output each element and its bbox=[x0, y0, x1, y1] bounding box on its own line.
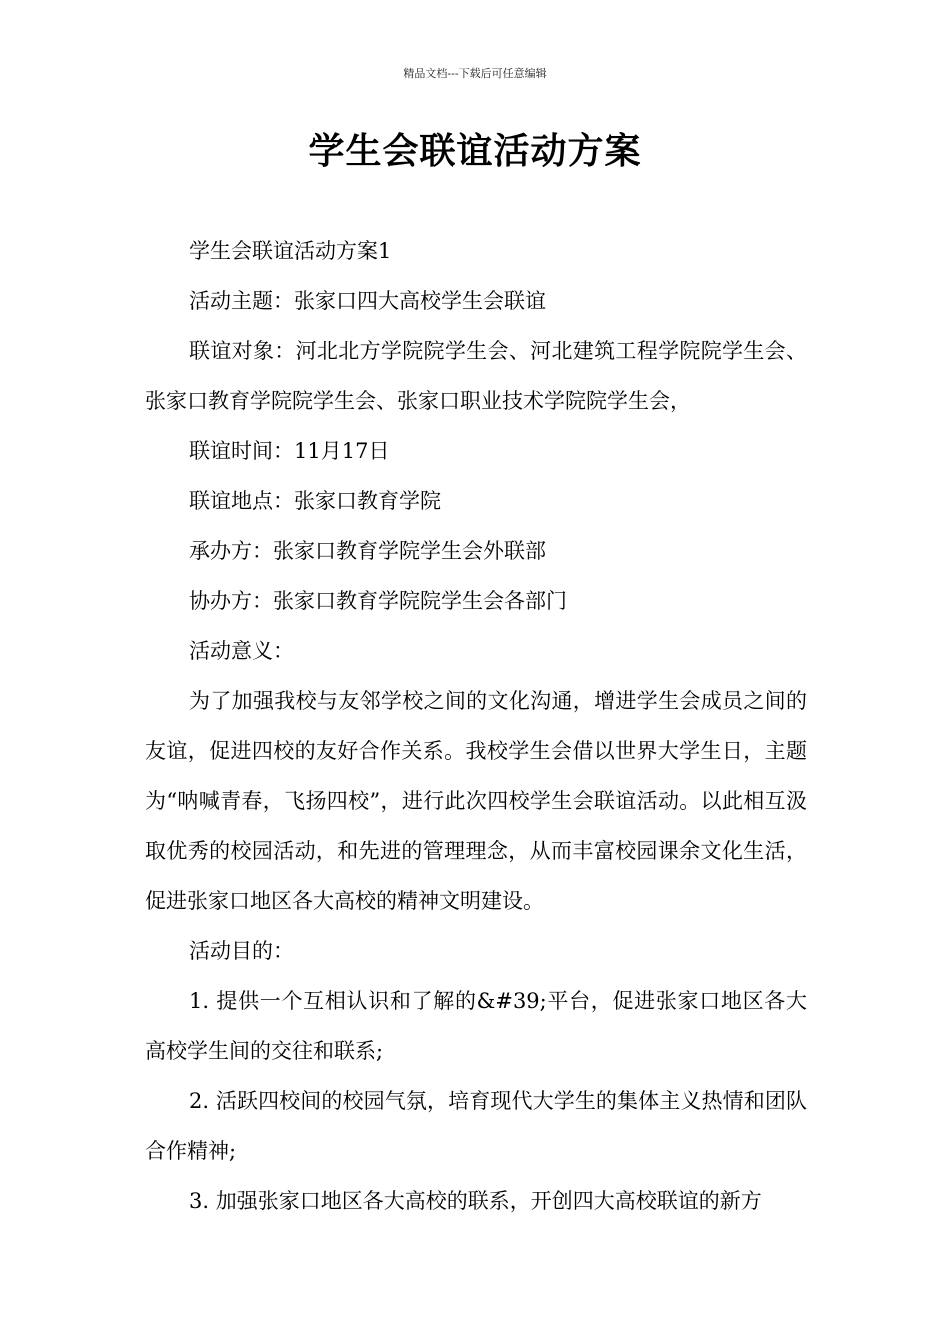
paragraph-organizer: 承办方：张家口教育学院学生会外联部 bbox=[189, 539, 546, 563]
paragraph-purpose-item-2: 2. 活跃四校间的校园气氛，培育现代大学生的集体主义热情和团队合作精神; bbox=[145, 1089, 807, 1163]
paragraph-significance-heading: 活动意义： bbox=[189, 639, 294, 663]
paragraph-time: 联谊时间：11月17日 bbox=[189, 439, 390, 463]
paragraph-significance-body: 为了加强我校与友邻学校之间的文化沟通，增进学生会成员之间的友谊，促进四校的友好合作关系。我校学生会借以世界大学生日，主题为“呐喊青春，飞扬四校”，进行此次四校学生会联谊活动。以此相互汲取优秀的校园活动，和先进的管理理念，从而丰富校园课余文化生活，促进张家口地区各大高校的精神文明建设。 bbox=[145, 689, 807, 913]
paragraph-purpose-heading: 活动目的： bbox=[189, 939, 294, 963]
paragraph-plan-heading: 学生会联谊活动方案1 bbox=[189, 239, 392, 263]
paragraph-purpose-item-3: 3. 加强张家口地区各大高校的联系，开创四大高校联谊的新方 bbox=[189, 1189, 762, 1213]
paragraph-participants: 联谊对象：河北北方学院院学生会、河北建筑工程学院院学生会、张家口教育学院院学生会、张家口职业技术学院院学生会， bbox=[145, 339, 807, 413]
paragraph-purpose-item-1: 1. 提供一个互相认识和了解的&#39;平台，促进张家口地区各大高校学生间的交往和联系; bbox=[145, 989, 807, 1063]
document-title: 学生会联谊活动方案 bbox=[308, 131, 642, 172]
paragraph-location: 联谊地点：张家口教育学院 bbox=[189, 489, 441, 513]
paragraph-activity-theme: 活动主题：张家口四大高校学生会联谊 bbox=[189, 289, 546, 313]
document-body bbox=[145, 226, 807, 1226]
page-header-note: 精品文档---下载后可任意编辑 bbox=[403, 67, 547, 80]
paragraph-co-organizer: 协办方：张家口教育学院院学生会各部门 bbox=[189, 589, 567, 613]
